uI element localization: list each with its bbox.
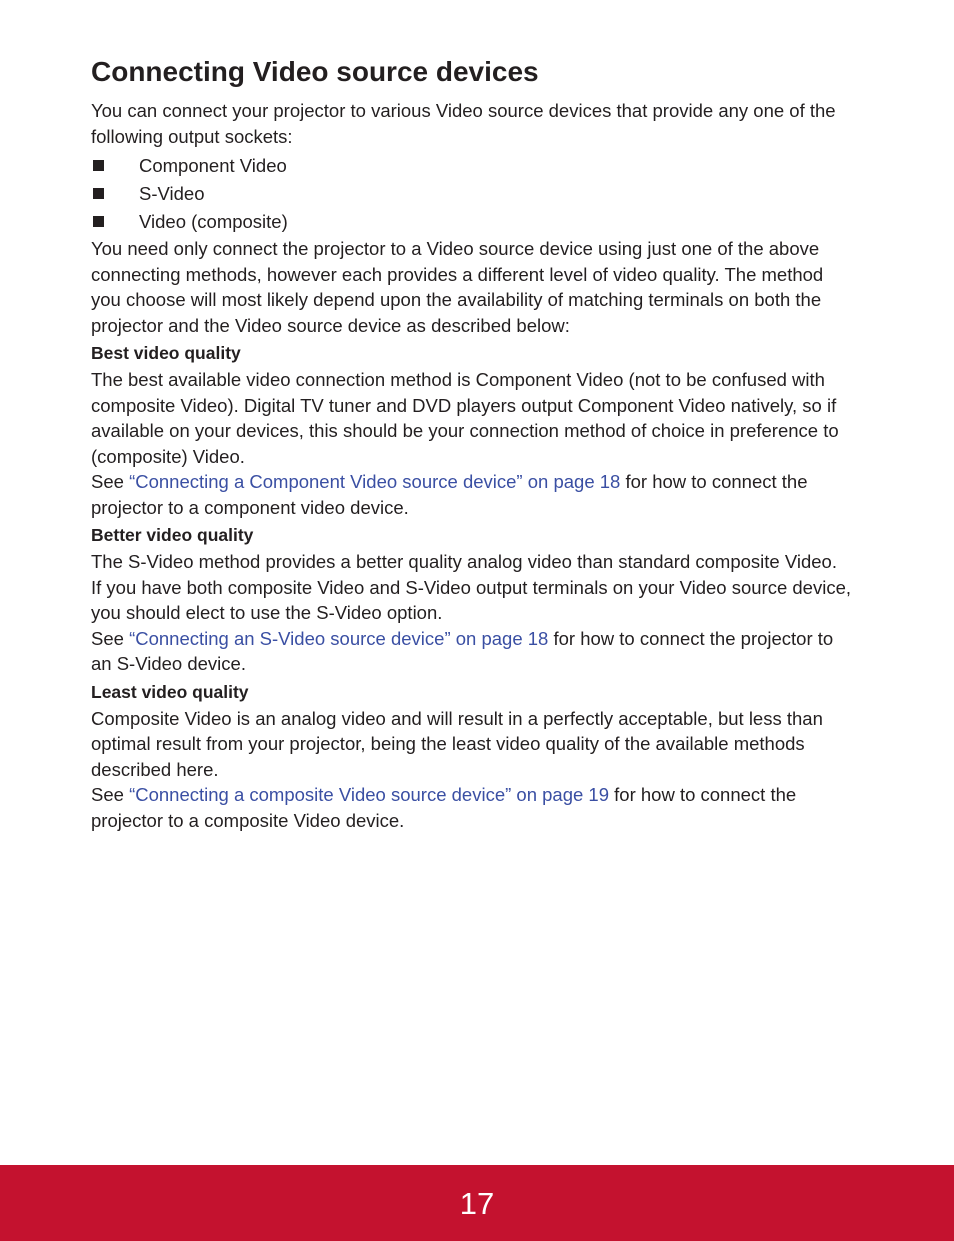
see-also-better [91, 626, 851, 677]
see-suffix: for how to connect the projector to an S-Video device. [91, 627, 834, 674]
see-prefix: See [91, 784, 130, 805]
see-suffix: for how to connect the projector to a composite Video device. [91, 784, 797, 831]
s-video-link[interactable]: “Connecting an S-Video source device” on page 18 [129, 627, 549, 649]
page-number: 17 [459, 1186, 495, 1221]
intro-paragraph: You can connect your projector to various Video source devices that provide any one of the following output sockets: [91, 100, 836, 147]
list-item [91, 152, 851, 180]
see-prefix: See [91, 471, 130, 492]
see-also-best [91, 469, 851, 520]
square-bullet-icon [93, 188, 104, 199]
section-heading-least: Least video quality [91, 681, 249, 702]
section-body-best: The best available video connection method is Component Video (not to be confused with composite Video). Digital TV tuner and DVD players output Component Video natively, so if available on your devices, this should be your connection method of choice in preference to (composite) Video. [91, 369, 839, 467]
list-item [91, 208, 851, 236]
section-heading-better: Better video quality [91, 525, 254, 545]
page-title: Connecting Video source devices [91, 56, 539, 87]
methods-paragraph: You need only connect the projector to a Video source device using just one of the above connecting methods, however each provides a different level of video quality. The method you choose will most likely depend upon the availability of matching terminals on both the projector and the Video source device as described below: [91, 238, 824, 336]
page-content [91, 56, 851, 834]
section-body-better: The S-Video method provides a better quality analog video than standard composite Video. If you have both composite Video and S-Video output terminals on your Video source device, you should elect to use the S-Video option. [91, 551, 852, 623]
list-item-label: Video (composite) [139, 211, 288, 232]
output-socket-list [91, 152, 851, 236]
section-heading-best: Best video quality [91, 343, 241, 363]
list-item-label: Component Video [139, 155, 287, 176]
page-footer [0, 1165, 954, 1241]
see-also-least [91, 782, 851, 833]
see-suffix: for how to connect the projector to a component video device. [91, 471, 808, 518]
composite-video-link[interactable]: “Connecting a composite Video source device” on page 19 [129, 784, 609, 805]
square-bullet-icon [93, 216, 104, 227]
list-item-label: S-Video [139, 183, 205, 204]
component-video-link[interactable]: “Connecting a Component Video source device” on page 18 [129, 471, 621, 492]
list-item [91, 180, 851, 208]
section-body-least: Composite Video is an analog video and will result in a perfectly acceptable, but less than optimal result from your projector, being the least video quality of the available methods described here. [91, 707, 823, 780]
square-bullet-icon [93, 160, 104, 171]
see-prefix: See [91, 627, 130, 649]
